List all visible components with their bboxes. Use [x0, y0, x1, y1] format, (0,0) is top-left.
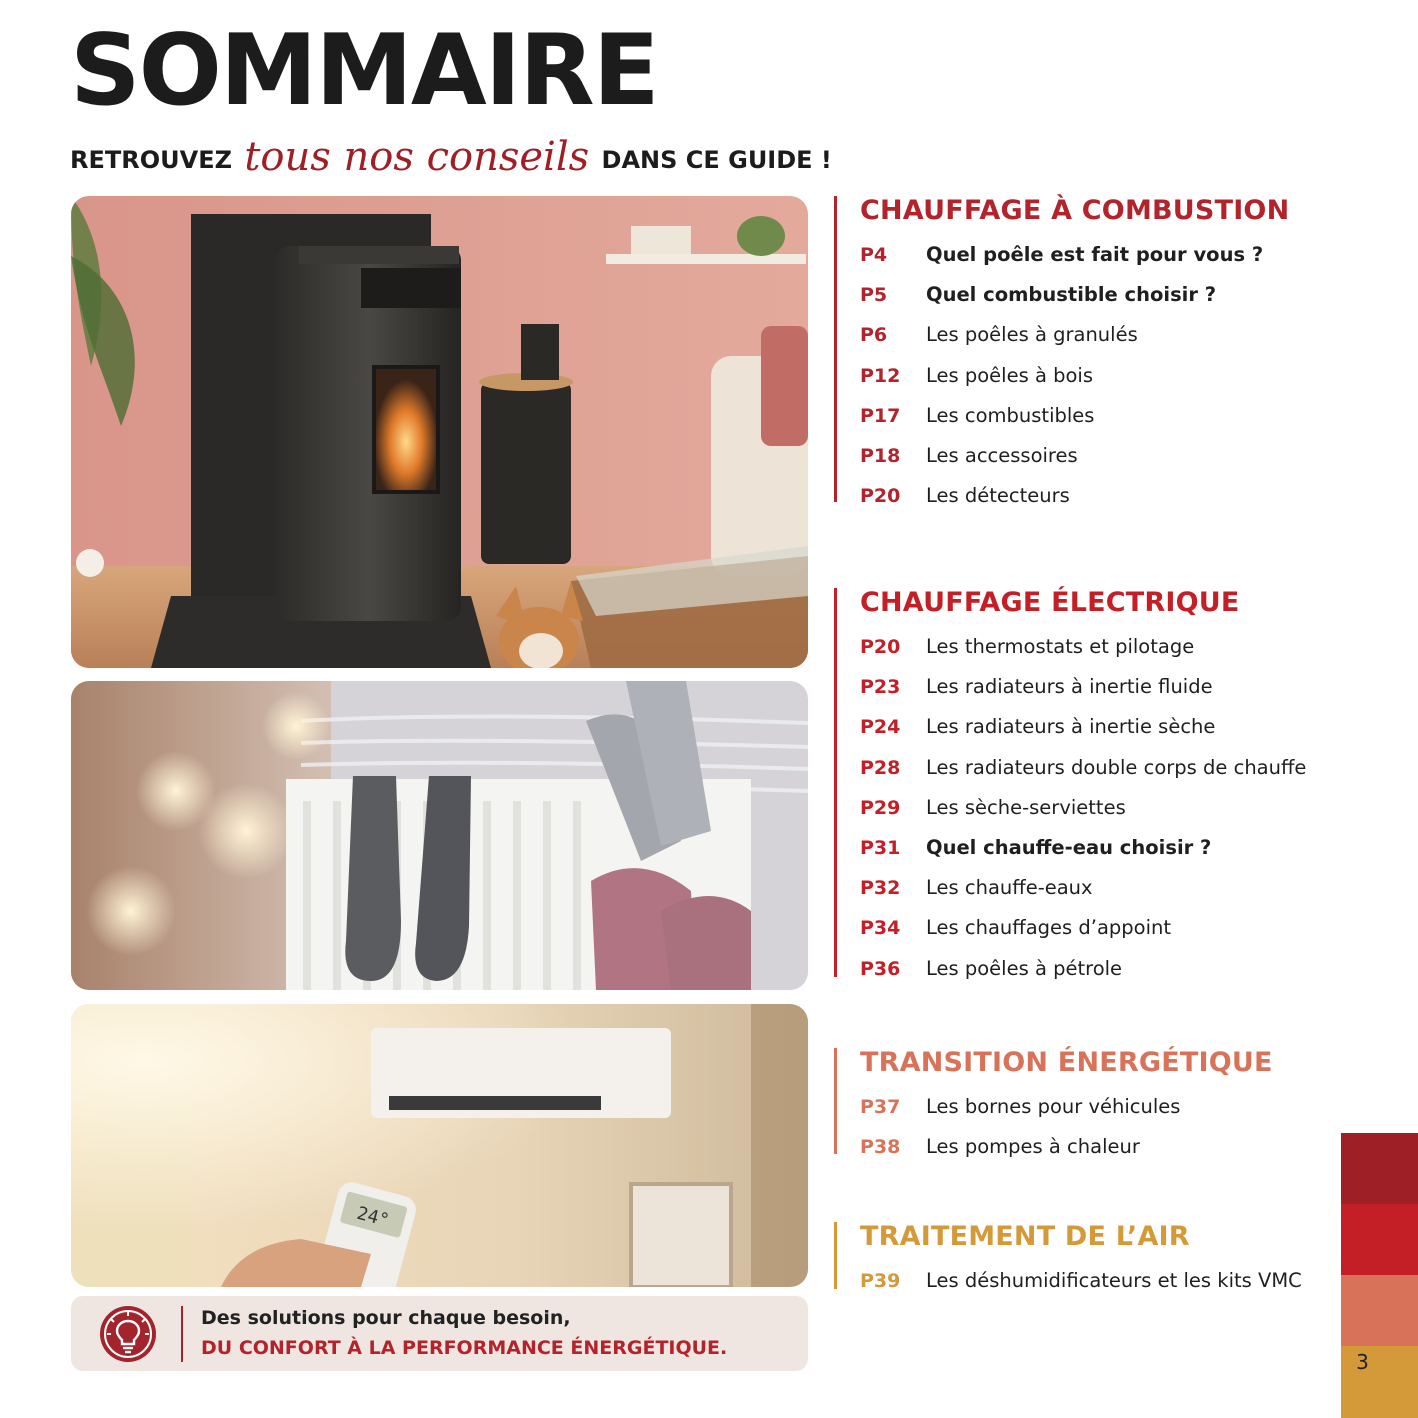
toc-section-air [834, 1221, 1304, 1292]
toc-entry[interactable] [834, 240, 1304, 280]
toc-page-ref: P39 [860, 1270, 901, 1292]
toc-page-ref: P20 [860, 636, 901, 658]
toc-entry[interactable] [834, 833, 1304, 873]
remote-display: 24° [354, 1202, 392, 1232]
toc-entry[interactable] [834, 913, 1304, 953]
toc-entry-label: Les pompes à chaleur [926, 1135, 1140, 1159]
toc-entry-label: Les chauffe-eaux [926, 876, 1093, 900]
toc-page-ref: P5 [860, 284, 888, 307]
color-tab-red [1341, 1204, 1418, 1275]
toc-entry-label: Quel poêle est fait pour vous ? [926, 243, 1264, 266]
subtitle-script-text: tous nos conseils [244, 134, 590, 180]
color-tab-salmon [1341, 1275, 1418, 1346]
toc-entry-label: Les poêles à granulés [926, 323, 1138, 347]
toc-page-ref: P20 [860, 485, 901, 508]
toc-entry[interactable] [834, 1132, 1304, 1172]
radiator-socks-photo [71, 681, 808, 990]
toc-page-ref: P34 [860, 917, 901, 940]
toc-entry-label: Quel combustible choisir ? [926, 283, 1217, 307]
air-conditioner-photo [71, 1004, 808, 1287]
toc-page-ref: P12 [860, 364, 901, 387]
toc-page-ref: P17 [860, 404, 901, 427]
tip-line-1: Des solutions pour chaque besoin, [201, 1307, 571, 1329]
subtitle-start: RETROUVEZ [70, 146, 232, 174]
toc-entry[interactable] [834, 712, 1304, 752]
toc-entry[interactable] [834, 1092, 1304, 1132]
toc-entry-label: Les radiateurs à inertie sèche [926, 715, 1216, 739]
section-title: CHAUFFAGE ÉLECTRIQUE [860, 587, 1240, 618]
toc-entry-label: Les radiateurs double corps de chauffe [926, 755, 1307, 779]
toc-entry[interactable] [834, 672, 1304, 712]
toc-entry[interactable] [834, 441, 1304, 481]
color-tab-dark-red [1341, 1133, 1418, 1204]
toc-entry-label: Les radiateurs à inertie fluide [926, 675, 1213, 699]
toc-entry-label: Les poêles à bois [926, 363, 1093, 387]
toc-entry-label: Les poêles à pétrole [926, 956, 1123, 980]
section-title: TRAITEMENT DE L’AIR [860, 1221, 1190, 1252]
toc-page-ref: P29 [860, 796, 901, 819]
lightbulb-icon [98, 1304, 158, 1364]
toc-page-ref: P6 [860, 324, 888, 347]
toc-page-ref: P38 [860, 1136, 901, 1159]
toc-entry-label: Les détecteurs [926, 484, 1070, 508]
toc-page-ref: P37 [860, 1096, 901, 1118]
toc-page-ref: P36 [860, 957, 901, 980]
toc-entry-label: Les bornes pour véhicules [926, 1095, 1181, 1118]
toc-entry[interactable] [834, 1266, 1304, 1306]
toc-section-electrique [834, 587, 1307, 980]
toc-entry[interactable] [834, 954, 1304, 994]
section-title: CHAUFFAGE À COMBUSTION [860, 195, 1290, 226]
toc-page-ref: P18 [860, 444, 901, 467]
page-title: SOMMAIRE [70, 14, 658, 128]
tip-divider [181, 1306, 183, 1362]
toc-page-ref: P31 [860, 836, 901, 859]
toc-page-ref: P24 [860, 716, 901, 739]
toc-entry[interactable] [834, 753, 1307, 793]
page-subtitle [70, 132, 832, 178]
toc-entry[interactable] [834, 280, 1304, 320]
toc-entry-label: Quel chauffe-eau choisir ? [926, 835, 1212, 859]
toc-page-ref: P32 [860, 877, 901, 900]
tip-box [71, 1296, 808, 1371]
toc-entry[interactable] [834, 320, 1304, 360]
toc-section-combustion [834, 195, 1304, 508]
toc-entry-label: Les thermostats et pilotage [926, 635, 1195, 658]
toc-entry[interactable] [834, 873, 1304, 913]
toc-page-ref: P28 [860, 756, 901, 779]
toc-entry[interactable] [834, 793, 1304, 833]
toc-entry[interactable] [834, 361, 1304, 401]
toc-page-ref: P4 [860, 244, 888, 266]
toc-entry-label: Les accessoires [926, 443, 1078, 467]
subtitle-end: DANS CE GUIDE ! [601, 146, 832, 174]
toc-section-transition [834, 1047, 1304, 1159]
tip-line-2: DU CONFORT À LA PERFORMANCE ÉNERGÉTIQUE. [201, 1337, 728, 1359]
toc-entry[interactable] [834, 481, 1304, 521]
toc-entry-label: Les chauffages d’appoint [926, 916, 1172, 940]
toc-entry[interactable] [834, 632, 1304, 672]
toc-entry-label: Les déshumidificateurs et les kits VMC [926, 1269, 1302, 1292]
toc-entry-label: Les sèche-serviettes [926, 795, 1126, 819]
section-title: TRANSITION ÉNERGÉTIQUE [860, 1047, 1273, 1078]
toc-entry-label: Les combustibles [926, 403, 1095, 427]
pellet-stove-photo [71, 196, 808, 668]
toc-page-ref: P23 [860, 676, 901, 699]
page-number: 3 [1356, 1350, 1369, 1374]
toc-entry[interactable] [834, 401, 1304, 441]
